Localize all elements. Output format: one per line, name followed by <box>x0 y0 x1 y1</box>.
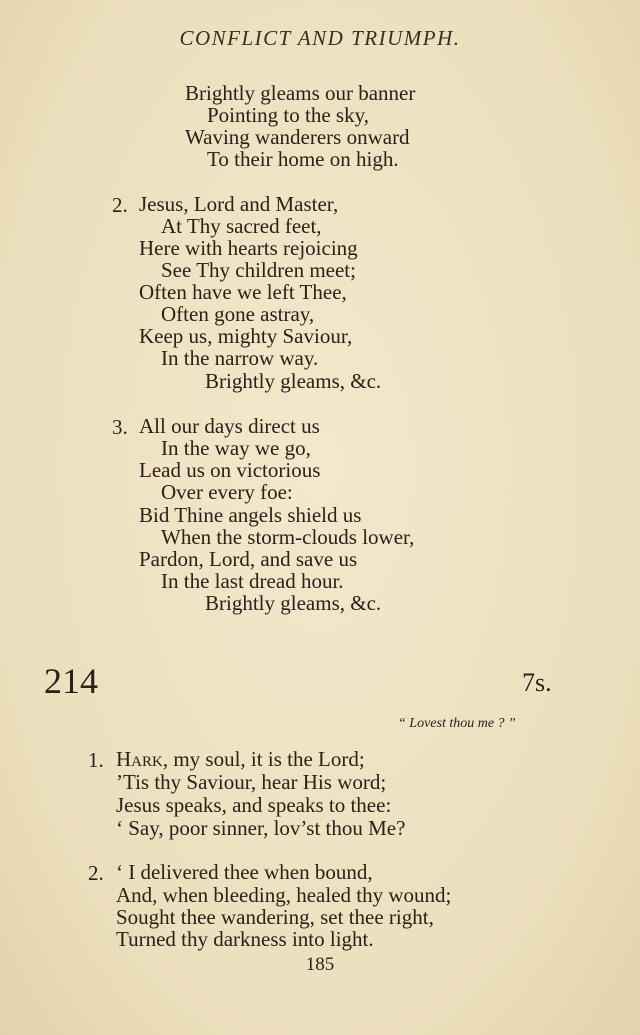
first-line-rest: my soul, it is the Lord; <box>168 747 365 771</box>
refrain-line: Pointing to the sky, <box>207 103 369 127</box>
verse-line: Pardon, Lord, and save us <box>139 547 358 571</box>
verse-line: Lead us on victorious <box>139 458 321 482</box>
verse-line: In the last dread hour. <box>161 569 344 593</box>
verse-line: ‘ Say, poor sinner, lov’st thou Me? <box>116 816 406 840</box>
verse-line: Sought thee wandering, set thee right, <box>116 905 434 929</box>
refrain-cue: Brightly gleams, &c. <box>205 591 382 615</box>
stanza-number: 3. <box>112 415 128 439</box>
verse-line: At Thy sacred feet, <box>161 214 322 238</box>
verse-line: ‘ I delivered thee when bound, <box>116 860 373 884</box>
verse-line: Jesus speaks, and speaks to thee: <box>116 793 392 817</box>
verse-line: All our days direct us <box>139 414 320 438</box>
verse-line: ’Tis thy Saviour, hear His word; <box>116 770 387 794</box>
verse-line: Bid Thine angels shield us <box>139 503 362 527</box>
verse-line: In the narrow way. <box>161 346 319 370</box>
verse-line: Over every foe: <box>161 480 293 504</box>
verse-line: Turned thy darkness into light. <box>116 927 374 951</box>
verse-line: In the way we go, <box>161 436 311 460</box>
first-word: Hark, <box>116 747 169 771</box>
verse-line: Jesus, Lord and Master, <box>139 192 339 216</box>
refrain-line: To their home on high. <box>207 147 399 171</box>
verse-line: And, when bleeding, healed thy wound; <box>116 883 452 907</box>
verse-line: When the storm-clouds lower, <box>161 525 415 549</box>
verse-line: Keep us, mighty Saviour, <box>139 324 353 348</box>
stanza-number: 1. <box>88 748 104 772</box>
refrain-cue: Brightly gleams, &c. <box>205 369 382 393</box>
stanza-number: 2. <box>88 861 104 885</box>
verse-line: Often gone astray, <box>161 302 315 326</box>
hymn-meter: 7s. <box>522 668 552 697</box>
hymn-epigraph: “ Lovest thou me ? ” <box>398 716 516 731</box>
running-head: CONFLICT AND TRIUMPH. <box>179 26 461 50</box>
refrain-line: Waving wanderers onward <box>185 125 410 149</box>
stanza-number: 2. <box>112 193 128 217</box>
refrain-line: Brightly gleams our banner <box>185 81 416 105</box>
verse-line: Often have we left Thee, <box>139 280 347 304</box>
page-number: 185 <box>305 954 335 975</box>
verse-line: See Thy children meet; <box>161 258 356 282</box>
verse-line: Here with hearts rejoicing <box>139 236 358 260</box>
verse-line <box>116 748 365 770</box>
hymn-number: 214 <box>44 661 98 701</box>
